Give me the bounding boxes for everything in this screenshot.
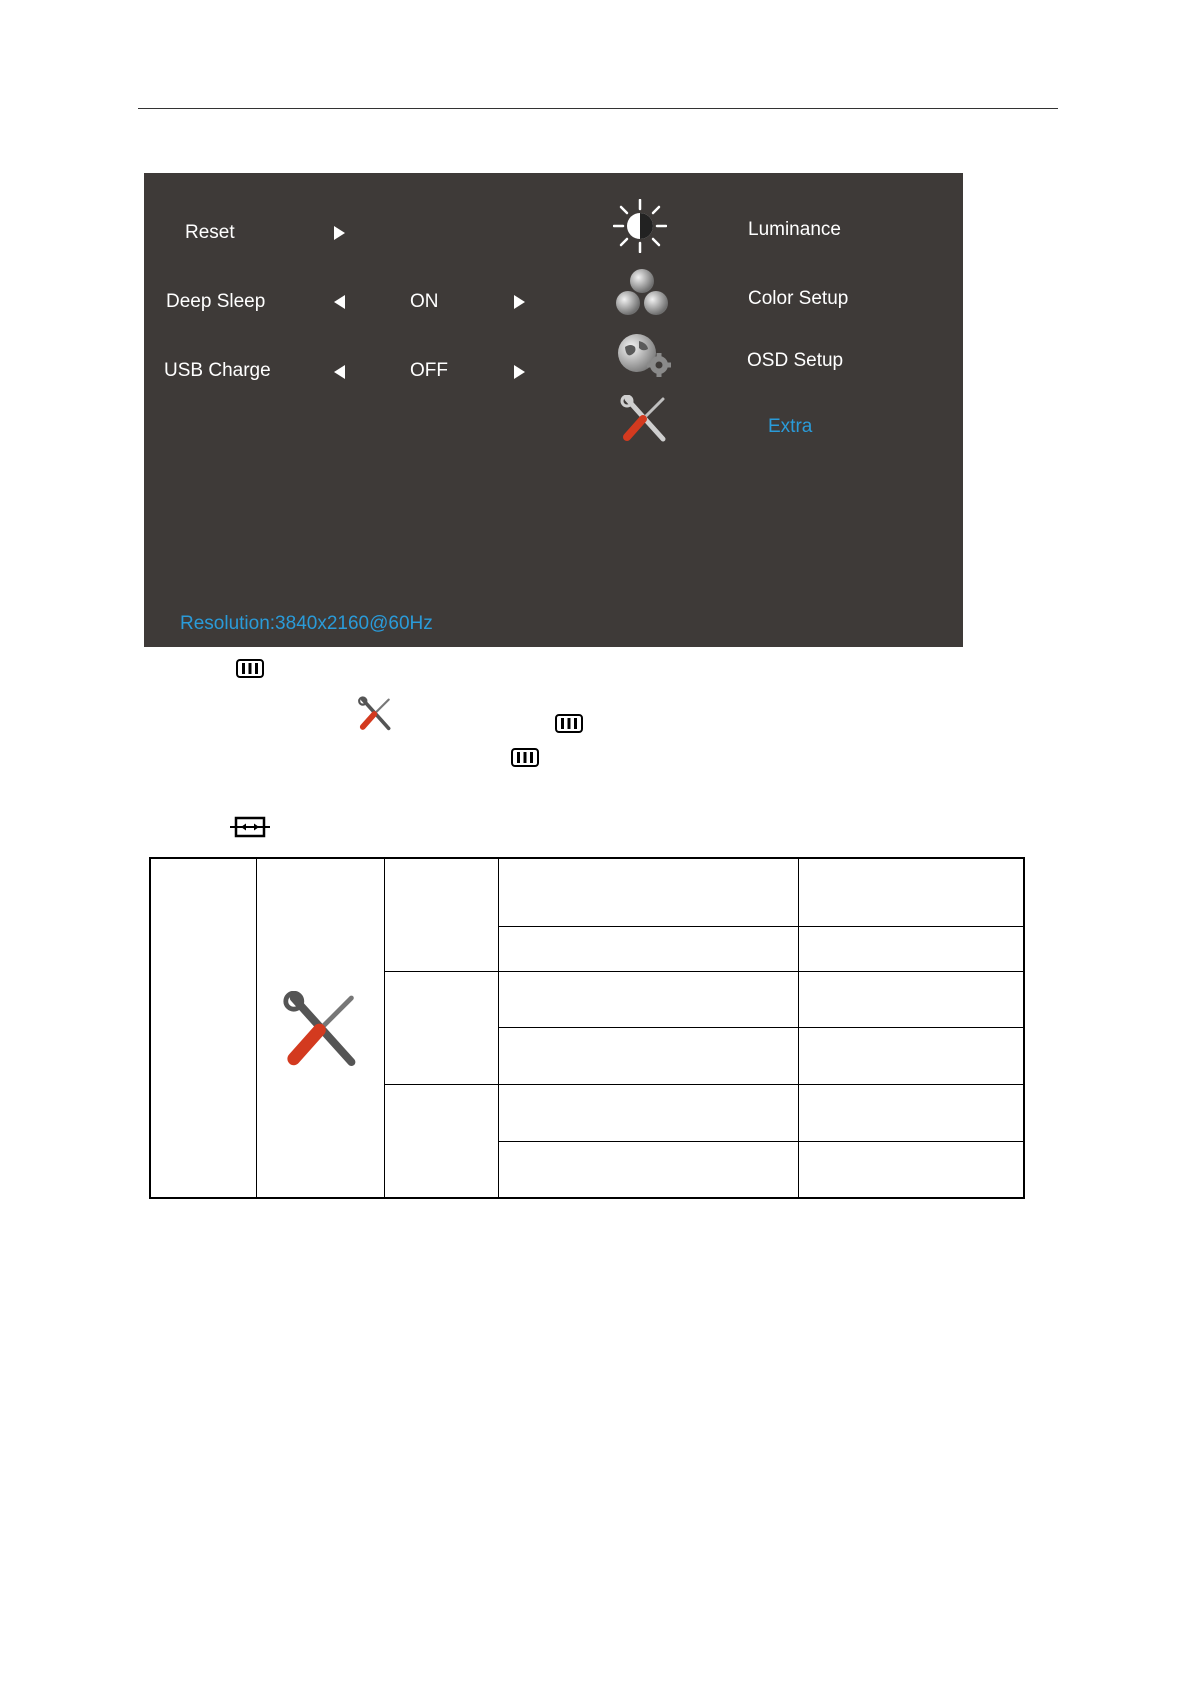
table-divider bbox=[384, 971, 1023, 972]
osd-row-usb-charge-value: OFF bbox=[410, 360, 448, 381]
osd-row-reset-label: Reset bbox=[185, 222, 235, 243]
menu-item-extra[interactable]: Extra bbox=[768, 416, 813, 437]
osd-row-usb-charge-label: USB Charge bbox=[164, 360, 271, 381]
menu-item-osd-setup[interactable]: OSD Setup bbox=[747, 350, 844, 371]
osd-row-deep-sleep-value: ON bbox=[410, 291, 439, 312]
resolution-readout: Resolution:3840x2160@60Hz bbox=[180, 613, 433, 634]
menu-button-icon bbox=[236, 659, 264, 678]
extra-tools-icon bbox=[357, 696, 393, 732]
table-divider bbox=[498, 1141, 1023, 1142]
extra-spec-table bbox=[149, 857, 1025, 1199]
color-balls-icon[interactable] bbox=[615, 268, 669, 318]
usb-charge-right-arrow-icon[interactable] bbox=[514, 365, 525, 379]
osd-row-deep-sleep-label: Deep Sleep bbox=[166, 291, 266, 312]
table-divider bbox=[798, 859, 799, 1197]
table-divider bbox=[384, 859, 385, 1197]
menu-item-color-setup[interactable]: Color Setup bbox=[748, 288, 849, 309]
table-divider bbox=[498, 859, 499, 1197]
reset-right-arrow-icon[interactable] bbox=[334, 226, 345, 240]
table-divider bbox=[498, 1027, 1023, 1028]
deep-sleep-left-arrow-icon[interactable] bbox=[334, 295, 345, 309]
menu-item-luminance[interactable]: Luminance bbox=[748, 219, 841, 240]
table-divider bbox=[256, 859, 257, 1197]
menu-button-icon-2 bbox=[555, 714, 583, 733]
table-divider bbox=[384, 1084, 1023, 1085]
exit-button-icon bbox=[230, 816, 270, 838]
header-rule bbox=[138, 108, 1058, 109]
deep-sleep-right-arrow-icon[interactable] bbox=[514, 295, 525, 309]
tools-icon[interactable] bbox=[619, 395, 669, 443]
table-divider bbox=[498, 926, 1023, 927]
globe-gear-icon[interactable] bbox=[617, 333, 673, 379]
osd-panel bbox=[144, 173, 963, 647]
usb-charge-left-arrow-icon[interactable] bbox=[334, 365, 345, 379]
tools-icon bbox=[281, 991, 361, 1069]
sun-icon[interactable] bbox=[613, 199, 667, 253]
menu-button-icon-3 bbox=[511, 748, 539, 767]
